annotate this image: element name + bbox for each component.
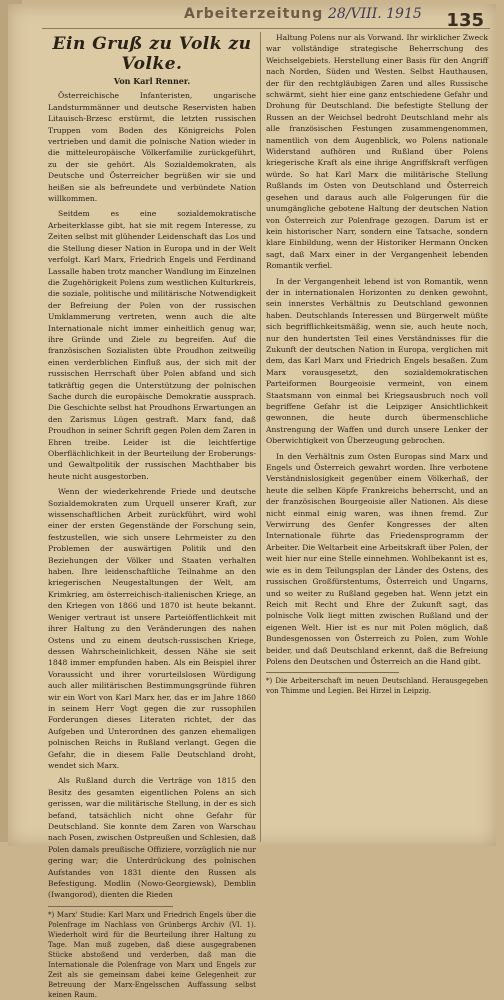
paragraph: Österreichische Infanteristen, ungarische Landsturmmänner und deutsche Reservisten haben Litauisch-Brzesc erstürmt, die letzten russischen Truppen vom Boden des Königreichs Polen vertrieben und damit die polnische Nation wieder in die mitteleuropäische Völkerfamilie zurückgeführt, zu der sie gehört. Als Sozialdemokraten, als Deutsche und Österreicher begrüßen wir sie und heißen sie als befreundete und verbündete Nation willkommen. xyxy=(48,91,256,204)
paragraph: Als Rußland durch die Verträge von 1815 den Besitz des gesamten eigentlichen Polens an sich gerissen, war die militärische Stellung, in der es sich befand, tatsächlich nicht ohne Gefahr für Deutschland. Sie konnte dem Zaren von Warschau nach Posen, zwischen Ostpreußen und Schlesien, daß Polen damals preußische Offiziere, vorzüglich nie nur gering war; die Unterdrückung des polnischen Aufstandes von 1831 diente den Russen als Befestigung. Modlin (Nowo-Georgiewsk), Demblin (Iwangorod), dienten die Rieden xyxy=(48,776,256,900)
paragraph: Wenn der wiederkehrende Friede und deutsche Sozialdemokraten zum Urquell unserer Kraft, zur wissenschaftlichen Arbeit zurückführt, wird wohl einer der ersten Gegenstände der Forschung sein, festzustellen, wie sich unsere Lehrmeister zu den Problemen der auswärtigen Politik und den Beziehungen der Völker und Staaten verhalten haben. Ihre leidenschaftliche Teilnahme an den kriegerischen Neugestaltungen der Welt, am Krimkrieg, am österreichisch-italienischen Kriege, an den Kriegen von 1866 und 1870 ist heute bekannt. Weniger vertraut ist unsere Parteiöffentlichkeit mit ihrer Haltung zu den Veränderungen des nahen Ostens und zu einem deutsch-russischen Kriege, dessen Wahrscheinlichkeit, dessen Nähe sie seit 1848 immer empfunden haben. Als ein Beispiel ihrer Voraussicht und ihrer vorurteilslosen Würdigung auch aller militärischen Bestimmungsgründe führen wir ein Wort von Karl Marx her, das er im Jahre 1860 in seinem Herr Vogt gegen die zur russophilen Forderungen dieses Literaten richtet, der das Aufgeben und Unterordnen des ganzen ehemaligen polnischen Reichs in Rußland verlangt. Gegen die Gefahr, die in diesem Falle Deutschland droht, wendet sich Marx. xyxy=(48,487,256,770)
article-byline: Von Karl Renner. xyxy=(113,76,191,86)
header-rule xyxy=(42,28,490,29)
column-rule xyxy=(260,32,261,842)
footnote-left: *) Marx' Studie: Karl Marx und Friedrich Engels über die Polenfrage im Nachlass von Grünbergs Archiv (VI. 1). Wiederholt wird für die Beurteilung ihrer Haltung zu Tage. Man muß zugeben, daß diese ausgegrabenen Stücke abstoßend und verderben, daß man die Internationale die Polenfrage von Marx und Engels zur Zeit als sie gemeinsam dabei keine Gelegenheit zur Betreuung der Marx-Engelsschen Auffassung selbst keinen Raum. xyxy=(48,910,256,999)
paragraph: Seitdem es eine sozialdemokratische Arbeiterklasse gibt, hat sie mit regem Interesse, zu Zeiten selbst mit glühender Leidenschaft das Los und die Stellung dieser Nation in Europa und in der Welt verfolgt. Karl Marx, Friedrich Engels und Ferdinand Lassalle haben trotz mancher Wandlung im Einzelnen die Zugehörigkeit Polens zum westlichen Kulturkreis, die soziale, politische und militärische Notwendigkeit der Befreiung der Polen von der russischen Umklammerung vertreten, wenn auch die alte Internationale nicht immer einheitlich genug war, ihre Gründe und Ziele zu begreifen. Auf die französischen Sozialisten übte Proudhon zeitweilig einen verderblichen Einfluß aus, der sich mit der russischen Herrschaft über Polen abfand und sich tatkräftig gegen die Unterstützung der polnischen Sache durch die europäische Demokratie aussprach. Die Geschichte selbst hat Proudhons Erwartungen an den Zarismus Lügen gestraft. Marx fand, daß Proudhon in seiner Schrift gegen Polen dem Zaren in Ehren treibe. Leider ist die leichtfertige Oberflächlichkeit in der Beurteilung der Eroberungs- und Gewaltpolitik der russischen Machthaber bis heute nicht ausgestorben. xyxy=(48,209,256,481)
article-title: Ein Gruß zu Volk zu Volke. xyxy=(52,34,252,74)
paragraph: Haltung Polens nur als Vorwand. Ihr wirklicher Zweck war vollständige strategische Beherrschung des Weichselgebiets. Herstellung einer Basis für den Angriff nach Norden, Süden und Westen. Selbst Hauthausen, der für den rechtgläubigen Zaren und alles Russische schwärmt, sieht hier eine ganz entschiedene Gefahr und Drohung für Deutschland. Die befestigte Stellung der Russen an der Weichsel bedroht Deutschland mehr als alle französischen Festungen zusammengenommen, namentlich von dem Augenblick, wo Polens nationale Widerstand aufhören und Rußland über Polens kriegerische Kraft als eine ihrige Angriffskraft verfügen würde. So hat Karl Marx die militärische Stellung Rußlands im Osten von Deutschland und Österreich gesehen und daraus auch alle Folgerungen für die unumgängliche gebotene Haltung der deutschen Nation von Österreich zur Polenfrage gezogen. Darum ist er kein historischer Narr, sondern eine Tatsache, sondern klare Einbildung, wenn der Historiker Hermann Oncken sagt, daß Marx einer in der Vergangenheit lebenden Romantik verfiel. xyxy=(266,33,488,271)
handwritten-date: 28/VIII. 1915 xyxy=(328,6,422,22)
footnote-rule xyxy=(48,906,173,907)
paragraph: In der Vergangenheit lebend ist von Romantik, wenn der in internationalen Horizonten zu denken gewohnt, sein innerstes Verhältnis zu Deutschland gewonnen haben. Deutschlands Interessen und Bürgerwelt müßte sich begrifflichkeitsmäßig, wenn sie, auch heute noch, nur den hundertsten Teil eines Verständnisses für die Zukunft der deutschen Nation in Europa, verglichen mit dem, das Karl Marx und Friedrich Engels besaßen. Zum Marx vorausgesetzt, den sozialdemokratischen Parteiformen Bourgeoisie vermeint, von einem Staatsmann von einmal bei Kriegsausbruch noch voll begriffene Gefahr ist die Leipziger Ansichtlichkeit gewonnen, die heute durch übermenschliche Anstrengung der Waffen und durch unsere Lenker der Oberwichtigkeit von Überzeugung gebrochen. xyxy=(266,276,488,446)
page-number: 135 xyxy=(446,10,484,31)
left-column xyxy=(48,32,256,999)
footnote-rule xyxy=(266,672,399,673)
paragraph: In den Verhältnis zum Osten Europas sind Marx und Engels und Österreich gewahrt worden. Ihre verbotene Verständnislosigkeit gegenüber einem Völkerhaß, der heute die selben Köpfe Frankreichs beherrscht, und an der französischen Bourgeoisie aller Nationen. Als diese nicht einmal einig waren, was ihnen fremd. Zur Verwirrung des Genfer Kongresses der alten Internationale führte das Friedensprogramm der Arbeiter. Die Weltarbeit eine Arbeitskraft über Polen, der weit hier nur eine Stelle einnehmen. Wohlbekannt ist es, wie es in dem Teilungsplan der Länder des Ostens, des russischen Großfürstentums, Österreich und Ungarns, und so weiter zu Rußland gegeben hat. Wenn jetzt ein Reich mit Recht und Ehre der Zukunft sagt, das polnische Volk liegt mitten zwischen Rußland und der eigenen Welt. Hier ist es nur mit Polen möglich, daß Bundesgenossen von Österreich zu Polen, zum Wohle beider, und daß Deutschland erkennt, daß die Befreiung Polens den Deutschen und Österreich an die Hand gibt. xyxy=(266,451,488,666)
masthead: Arbeiterzeitung xyxy=(184,6,324,22)
right-column xyxy=(266,32,488,842)
footnote-right: *) Die Arbeiterschaft im neuen Deutschland. Herausgegeben von Thimme und Legien. Bei Hirzel in Leipzig. xyxy=(266,677,488,696)
newspaper-page xyxy=(8,4,496,999)
